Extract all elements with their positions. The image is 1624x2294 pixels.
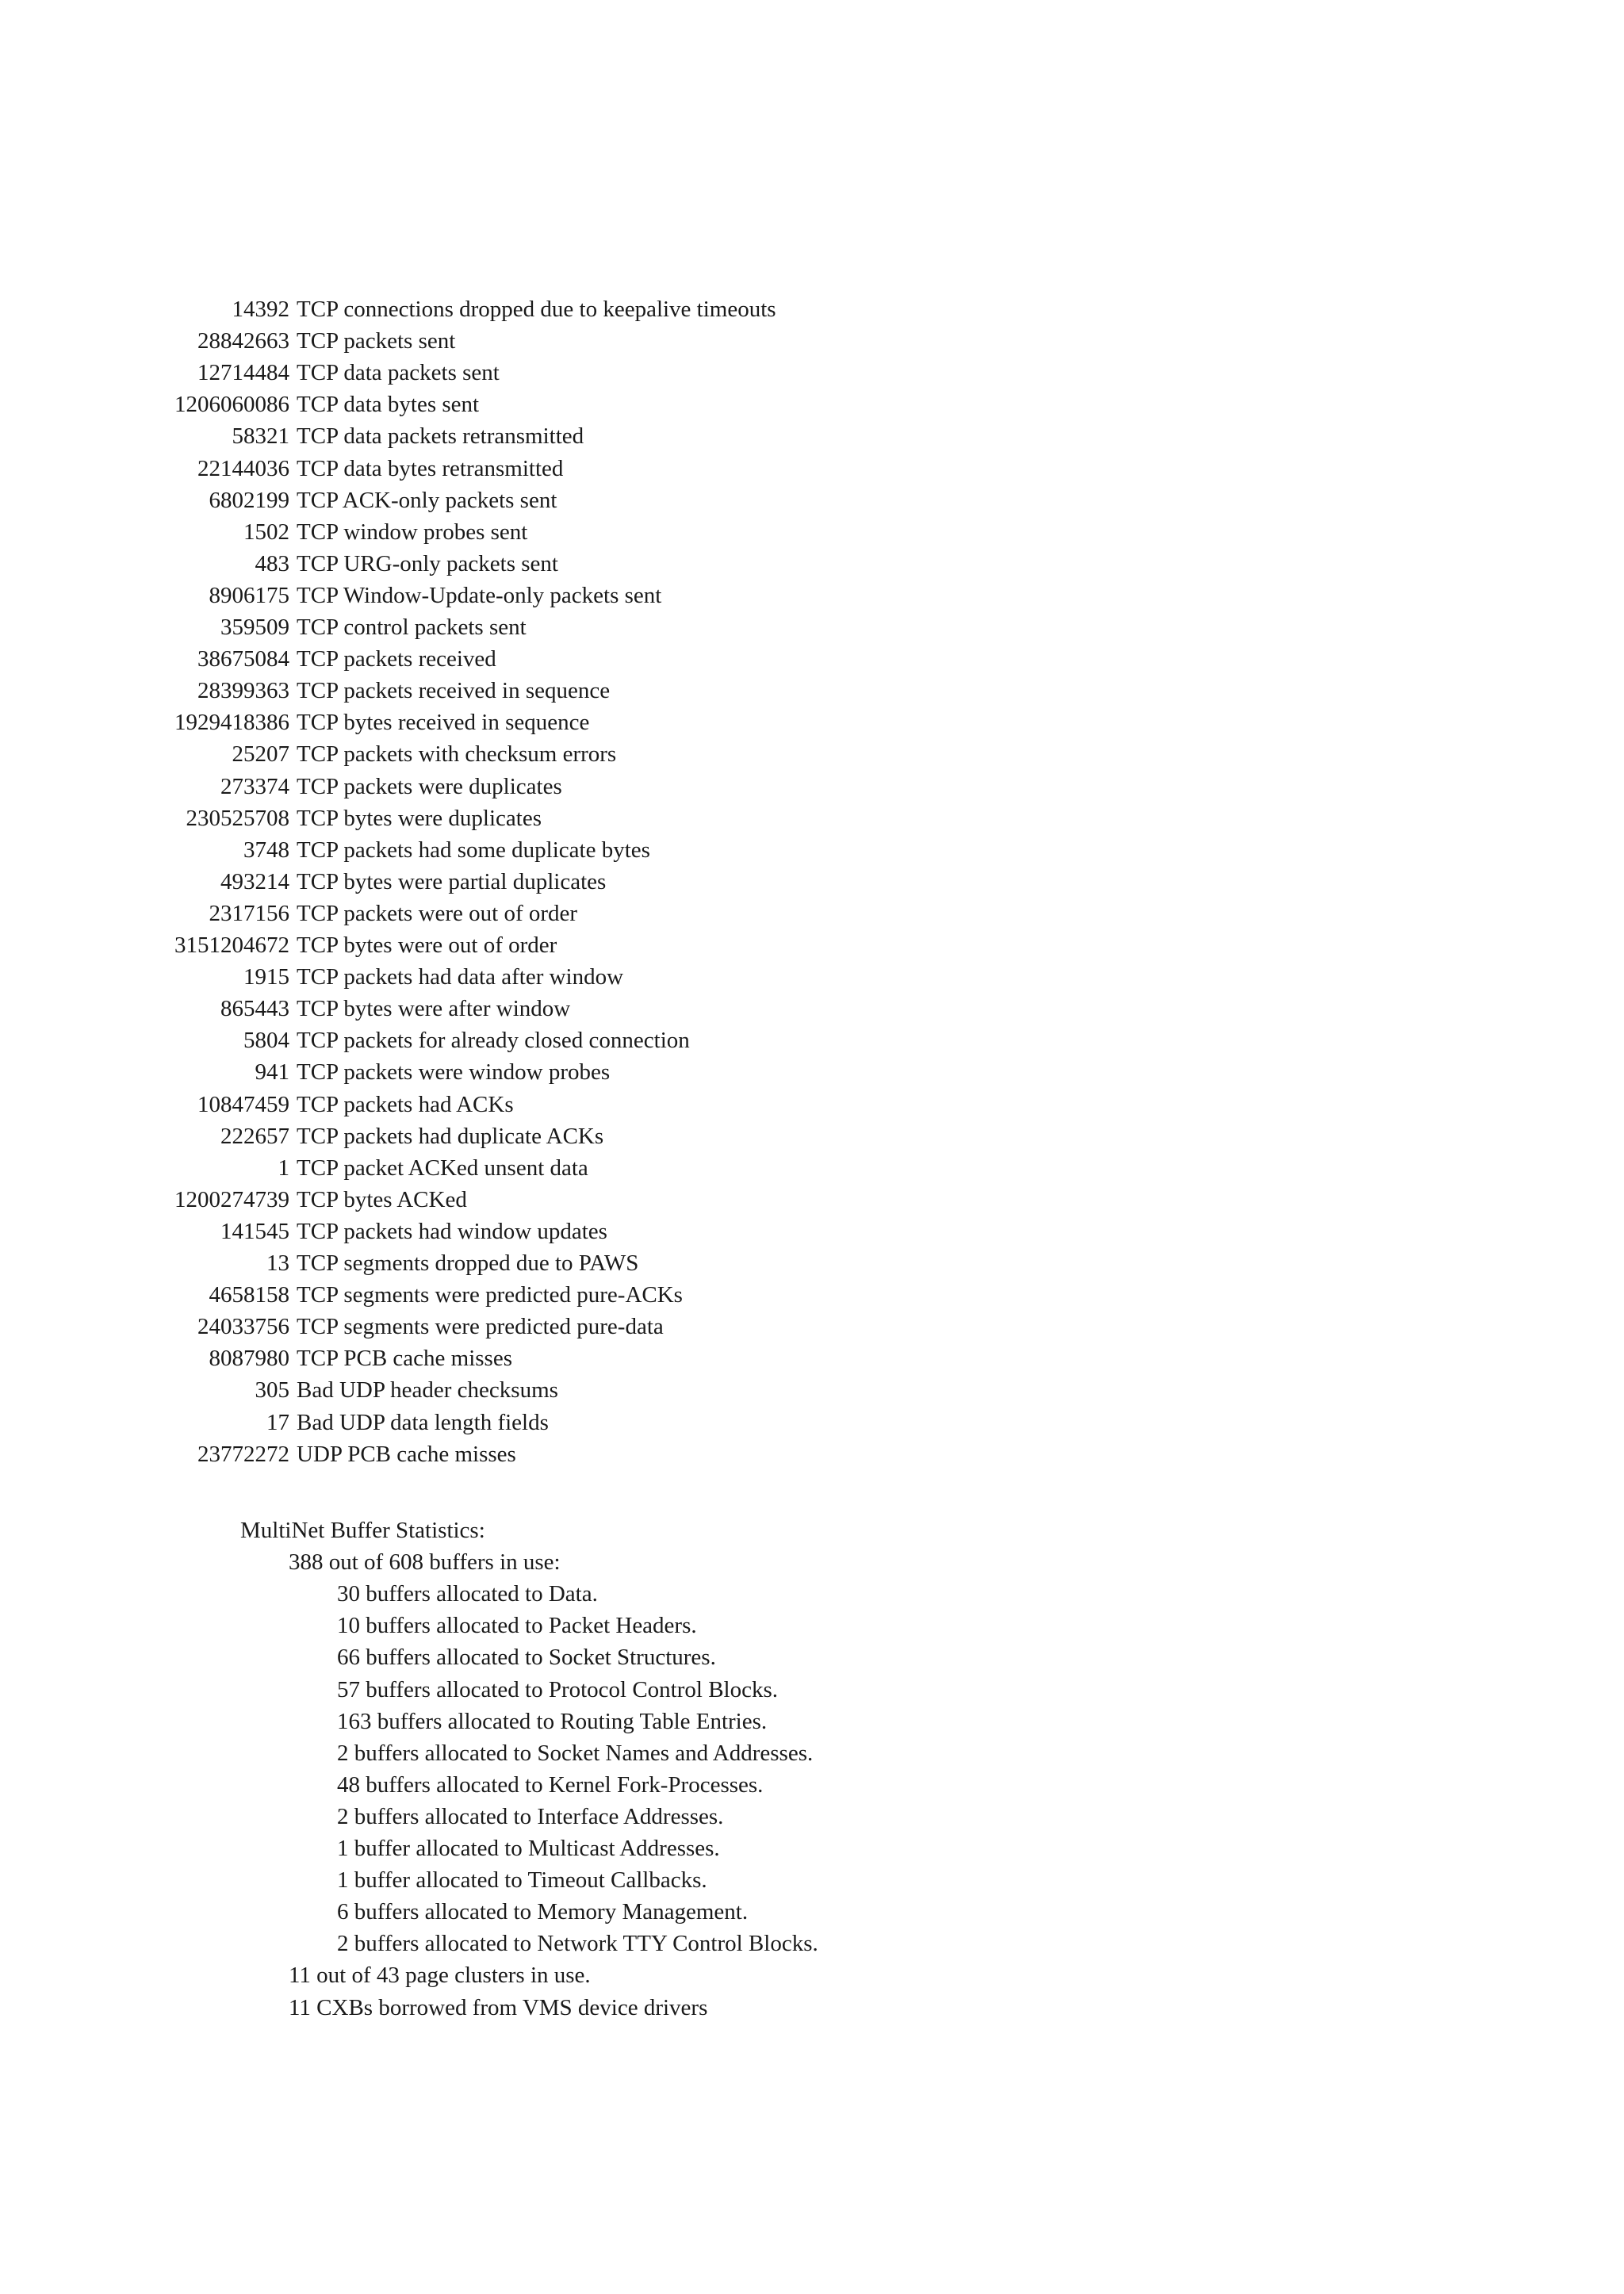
tcp-stat-description: Bad UDP header checksums <box>297 1377 558 1404</box>
tcp-stat-count: 17 <box>266 1409 289 1435</box>
tcp-stat-count: 10847459 <box>197 1091 289 1117</box>
tcp-stat-description: TCP packets had ACKs <box>297 1091 514 1117</box>
buffer-allocation-item: 2 buffers allocated to Network TTY Control Blocks. <box>337 1931 818 1957</box>
buffer-allocation-item: 30 buffers allocated to Data. <box>337 1581 598 1607</box>
tcp-stat-row <box>155 738 616 770</box>
tcp-stat-count: 3748 <box>243 837 289 863</box>
tcp-stat-count: 25207 <box>232 741 289 768</box>
tcp-stat-description: TCP data packets retransmitted <box>297 423 584 450</box>
tcp-stat-row <box>155 1407 549 1438</box>
tcp-stat-description: TCP window probes sent <box>297 519 528 545</box>
tcp-stat-description: TCP segments dropped due to PAWS <box>297 1250 639 1276</box>
tcp-stat-description: TCP Window-Update-only packets sent <box>297 582 662 608</box>
tcp-stat-row <box>155 898 577 929</box>
tcp-stat-count: 5804 <box>243 1028 289 1054</box>
tcp-stat-description: TCP data packets sent <box>297 360 500 386</box>
tcp-stat-count: 38675084 <box>197 646 289 672</box>
tcp-stat-row <box>155 1279 683 1311</box>
tcp-stat-count: 4658158 <box>209 1282 289 1308</box>
buffers-in-use: 388 out of 608 buffers in use: <box>289 1549 561 1576</box>
tcp-stat-row <box>155 484 557 516</box>
tcp-stat-row <box>155 771 562 802</box>
tcp-stat-description: TCP control packets sent <box>297 615 527 640</box>
tcp-stat-count: 141545 <box>220 1218 289 1244</box>
buffer-allocation-item: 6 buffers allocated to Memory Management. <box>337 1899 749 1925</box>
tcp-stat-count: 865443 <box>220 996 289 1022</box>
tcp-stat-row <box>155 1216 607 1247</box>
tcp-stat-description: Bad UDP data length fields <box>297 1409 549 1435</box>
tcp-stat-count: 8087980 <box>209 1346 289 1372</box>
cxbs-line: 11 CXBs borrowed from VMS device drivers <box>289 1994 708 2020</box>
tcp-stat-description: TCP bytes were out of order <box>297 933 557 958</box>
buffer-section-heading: MultiNet Buffer Statistics: <box>240 1518 485 1543</box>
buffer-allocation-item: 163 buffers allocated to Routing Table Entries. <box>337 1708 768 1734</box>
tcp-stat-row <box>155 420 584 452</box>
tcp-stat-count: 28399363 <box>197 678 289 704</box>
tcp-stat-count: 22144036 <box>197 455 289 481</box>
tcp-stat-row <box>155 707 589 738</box>
tcp-stat-row <box>155 802 542 834</box>
tcp-stat-description: TCP packets had some duplicate bytes <box>297 837 650 863</box>
tcp-stat-description: TCP packets received in sequence <box>297 678 611 704</box>
tcp-stat-count: 1200274739 <box>174 1186 289 1212</box>
tcp-stat-row <box>155 1152 588 1184</box>
tcp-stat-count: 273374 <box>220 773 289 799</box>
tcp-stat-count: 230525708 <box>186 805 289 831</box>
tcp-stat-count: 13 <box>266 1250 289 1276</box>
tcp-stat-description: TCP URG-only packets sent <box>297 550 558 576</box>
tcp-stat-description: TCP PCB cache misses <box>297 1346 513 1372</box>
tcp-stat-count: 3151204672 <box>174 933 289 958</box>
tcp-stat-row <box>155 834 650 866</box>
tcp-stat-count: 1206060086 <box>174 392 289 418</box>
tcp-stat-description: TCP packets were window probes <box>297 1059 611 1086</box>
tcp-stat-count: 222657 <box>220 1123 289 1149</box>
buffer-allocation-item: 48 buffers allocated to Kernel Fork-Processes. <box>337 1771 764 1798</box>
tcp-stat-count: 8906175 <box>209 582 289 608</box>
tcp-stat-description: TCP packets with checksum errors <box>297 741 617 768</box>
tcp-stat-row <box>155 993 570 1024</box>
tcp-stat-row <box>155 961 623 993</box>
tcp-stat-description: UDP PCB cache misses <box>297 1441 516 1467</box>
tcp-stat-row <box>155 548 558 580</box>
tcp-stat-count: 23772272 <box>197 1441 289 1467</box>
tcp-stat-description: TCP packets were out of order <box>297 900 578 926</box>
buffer-allocation-item: 2 buffers allocated to Socket Names and Addresses. <box>337 1740 814 1766</box>
tcp-stat-description: TCP packets sent <box>297 328 456 354</box>
buffer-allocation-item: 1 buffer allocated to Multicast Addresses. <box>337 1836 720 1861</box>
tcp-stat-count: 1929418386 <box>174 710 289 736</box>
tcp-stat-count: 58321 <box>232 423 289 450</box>
tcp-stat-count: 1502 <box>243 519 289 545</box>
tcp-stat-row <box>155 580 661 611</box>
tcp-stat-row <box>155 643 496 675</box>
buffer-allocation-item: 2 buffers allocated to Interface Addresses. <box>337 1803 724 1829</box>
tcp-stat-row <box>155 929 557 961</box>
tcp-stat-description: TCP packets for already closed connection <box>297 1028 690 1054</box>
tcp-stat-description: TCP packets had duplicate ACKs <box>297 1123 604 1149</box>
tcp-stat-description: TCP packets received <box>297 646 496 672</box>
tcp-stat-row <box>155 1184 467 1216</box>
tcp-stat-count: 1 <box>278 1155 289 1181</box>
tcp-stat-description: TCP packet ACKed unsent data <box>297 1155 588 1181</box>
tcp-stat-description: TCP connections dropped due to keepalive timeouts <box>297 297 776 322</box>
tcp-stat-description: TCP packets had data after window <box>297 964 624 990</box>
tcp-stat-description: TCP data bytes sent <box>297 392 480 418</box>
buffer-allocation-item: 10 buffers allocated to Packet Headers. <box>337 1613 697 1639</box>
tcp-stat-row <box>155 325 455 357</box>
tcp-stat-count: 483 <box>255 550 289 576</box>
tcp-stat-row <box>155 1120 603 1152</box>
tcp-stat-row <box>155 357 500 389</box>
tcp-stat-count: 28842663 <box>197 328 289 354</box>
tcp-stat-description: TCP bytes were partial duplicates <box>297 868 607 894</box>
tcp-stat-row <box>155 866 606 898</box>
tcp-stat-row <box>155 611 527 643</box>
tcp-stat-row <box>155 1311 664 1342</box>
buffer-allocation-item: 66 buffers allocated to Socket Structures. <box>337 1645 716 1671</box>
tcp-stat-row <box>155 675 610 707</box>
tcp-stat-row <box>155 293 776 325</box>
tcp-stat-description: TCP bytes ACKed <box>297 1186 467 1212</box>
tcp-stat-description: TCP segments were predicted pure-ACKs <box>297 1282 683 1308</box>
tcp-stat-description: TCP bytes received in sequence <box>297 710 590 736</box>
tcp-stat-row <box>155 1374 558 1406</box>
tcp-stat-count: 493214 <box>220 868 289 894</box>
tcp-stat-row <box>155 453 563 484</box>
tcp-stat-row <box>155 516 527 548</box>
tcp-stat-row <box>155 1056 610 1088</box>
tcp-stat-count: 14392 <box>232 297 289 322</box>
tcp-stat-count: 2317156 <box>209 900 289 926</box>
tcp-stat-count: 359509 <box>220 615 289 640</box>
tcp-stat-description: TCP bytes were duplicates <box>297 805 542 831</box>
buffer-allocation-item: 57 buffers allocated to Protocol Control Blocks. <box>337 1676 779 1702</box>
buffer-allocation-item: 1 buffer allocated to Timeout Callbacks. <box>337 1867 707 1894</box>
tcp-stat-row <box>155 1089 514 1120</box>
tcp-stat-count: 24033756 <box>197 1314 289 1340</box>
tcp-stat-description: TCP data bytes retransmitted <box>297 455 564 481</box>
tcp-stat-count: 6802199 <box>209 487 289 513</box>
tcp-stat-description: TCP packets had window updates <box>297 1218 607 1244</box>
tcp-stat-row <box>155 389 479 420</box>
tcp-stat-description: TCP segments were predicted pure-data <box>297 1314 664 1340</box>
tcp-stat-description: TCP ACK-only packets sent <box>297 487 557 513</box>
tcp-stat-count: 1915 <box>243 964 289 990</box>
tcp-stat-row <box>155 1342 512 1374</box>
tcp-stat-description: TCP packets were duplicates <box>297 773 562 799</box>
tcp-stat-row <box>155 1247 638 1279</box>
tcp-stat-description: TCP bytes were after window <box>297 996 571 1022</box>
tcp-stat-row <box>155 1438 516 1470</box>
tcp-stat-count: 941 <box>255 1059 289 1086</box>
tcp-stat-row <box>155 1024 690 1056</box>
tcp-stat-count: 305 <box>255 1377 289 1404</box>
tcp-stat-count: 12714484 <box>197 360 289 386</box>
page-clusters-line: 11 out of 43 page clusters in use. <box>289 1963 591 1989</box>
